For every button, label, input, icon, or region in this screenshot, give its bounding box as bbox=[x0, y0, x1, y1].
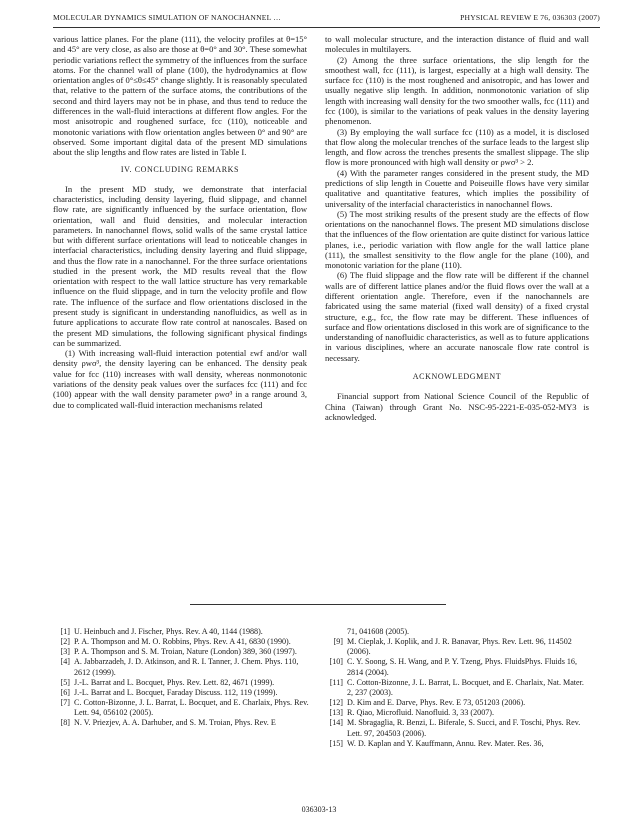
reference-text: U. Heinbuch and J. Fischer, Phys. Rev. A 40, 1144 (1988). bbox=[74, 627, 263, 636]
reference-text: W. D. Kaplan and Y. Kauffmann, Annu. Rev. Mater. Res. 36, bbox=[347, 738, 544, 748]
reference-number: [6] bbox=[60, 687, 70, 697]
reference-number: [9] bbox=[333, 637, 343, 647]
body-paragraph: (2) Among the three surface orientations, the slip length for the smoothest wall, fcc (111), is largest, especially at a high wall density. The surface fcc (110) is the most roughened and anisotropic, and has lower and usually negative slip length. In addition, nonmonotonic variation of slip length with increasing wall density for the two smoother walls, fcc (111) and fcc (100), is similar to the variations of peak values in the density layering phenomenon. bbox=[325, 54, 589, 127]
reference-item bbox=[323, 718, 589, 738]
reference-item bbox=[323, 637, 589, 657]
reference-text: M. Cieplak, J. Koplik, and J. R. Banavar, Phys. Rev. Lett. 96, 114502 (2006). bbox=[347, 637, 572, 657]
page-number: 036303-13 bbox=[301, 805, 337, 814]
reference-item bbox=[323, 739, 589, 749]
reference-number: [4] bbox=[60, 657, 70, 667]
header-title: MOLECULAR DYNAMICS SIMULATION OF NANOCHANNEL … bbox=[53, 13, 282, 22]
reference-number: [12] bbox=[329, 698, 343, 708]
body-paragraph: (5) The most striking results of the present study are the effects of flow orientations on the nanochannel flows. The present MD simulations disclose that the influences of the flow orientation are quite distinct for various lattice planes, i.e., periodic variation with flow angle for the wall lattice plane (111), the smallest sensitivity to the flow angle for the plane (100), and monotonic variation for the plane (110). bbox=[325, 208, 589, 271]
left-column bbox=[53, 34, 307, 410]
body-paragraph: to wall molecular structure, and the interaction distance of fluid and wall molecules in multilayers. bbox=[325, 34, 589, 55]
reference-number: [15] bbox=[329, 738, 343, 748]
reference-number bbox=[323, 627, 347, 637]
reference-item bbox=[50, 688, 312, 698]
body-paragraph: In the present MD study, we demonstrate that interfacial characteristics, including density layering, fluid slippage, and channel flow rate, are significantly influenced by the surface orientation, flow orientation, wall and fluid densities, and molecular interaction parameters. In nanochannel flows, solid walls of the same crystal lattice but with different surface orientations will lead to noticeable changes in interfacial characteristics, including density layering and fluid slippage, and thus the flow rate in a nanochannel. For the three surface orientations studied in the present work, the MD results reveal that the flow orientation with respect to the wall lattice structure has very remarkable influence on the fluid slippage, and in turn the velocity profile and flow rate. The influence of the surface and flow orientations disclosed in the present study is significant in understanding nanofluidics, as well as in future applications to accurate flow rate control at nanoscales. Based on the present MD simulations, the following significant physical findings can be summarized. bbox=[53, 183, 307, 348]
reference-item bbox=[50, 698, 312, 718]
header-rule bbox=[53, 27, 600, 28]
reference-text: P. A. Thompson and M. O. Robbins, Phys. Rev. A 41, 6830 (1990). bbox=[74, 637, 291, 647]
reference-text: M. Sbragaglia, R. Benzi, L. Biferale, S. Succi, and F. Toschi, Phys. Rev. Lett. 97, 204503 (2006). bbox=[347, 718, 581, 738]
reference-item bbox=[50, 678, 312, 688]
section-heading: IV. CONCLUDING REMARKS bbox=[120, 165, 240, 175]
reference-item bbox=[323, 698, 589, 708]
reference-text: C. Cotton-Bizonne, J. L. Barrat, L. Bocquet, and E. Charlaix, Nat. Mater. 2, 237 (2003). bbox=[347, 677, 584, 697]
reference-text: J.-L. Barrat and L. Bocquet, Faraday Discuss. 112, 119 (1999). bbox=[74, 687, 278, 697]
reference-number: [13] bbox=[329, 708, 343, 718]
reference-item bbox=[50, 627, 312, 637]
reference-text: P. A. Thompson and S. M. Troian, Nature (London) 389, 360 (1997). bbox=[74, 647, 297, 657]
references-rule bbox=[190, 604, 446, 605]
reference-number: [8] bbox=[60, 718, 70, 728]
reference-item bbox=[323, 627, 589, 637]
reference-item bbox=[323, 657, 589, 677]
reference-number: [14] bbox=[329, 718, 343, 728]
reference-text: C. Y. Soong, S. H. Wang, and P. Y. Tzeng, Phys. FluidsPhys. Fluids 16, 2814 (2004). bbox=[347, 657, 577, 677]
reference-number: [7] bbox=[60, 698, 70, 708]
reference-item bbox=[50, 637, 312, 647]
body-paragraph: (1) With increasing wall-fluid interaction potential εwf and/or wall density ρwσ³, the density layering can be enhanced. The density peak value for fcc (110) increases with wall density, whereas nonmonotonic variations of the density peak values over the surfaces fcc (111) and fcc (100) appear with the wall density parameter ρwσ³ in a range around 3, due to complicated wall-fluid interaction mechanisms related bbox=[53, 348, 307, 410]
reference-number: [2] bbox=[60, 637, 70, 647]
reference-item bbox=[323, 708, 589, 718]
acknowledgment-paragraph: Financial support from National Science Council of the Republic of China (Taiwan) through Grant No. NSC-95-2221-E-035-052-MY3 is acknowledged. bbox=[325, 391, 589, 422]
references-right bbox=[323, 627, 589, 749]
reference-number: [1] bbox=[60, 627, 70, 636]
reference-item bbox=[50, 657, 312, 677]
reference-item bbox=[50, 647, 312, 657]
reference-text: D. Kim and E. Darve, Phys. Rev. E 73, 051203 (2006). bbox=[347, 698, 526, 708]
body-paragraph: (3) By employing the wall surface fcc (110) as a model, it is disclosed that flow along the molecular trenches of the surface leads to the largest slip length, and flow across the trenches presents the smallest slippage. The slip flow is more pronounced with high wall density or ρwσ³ > 2. bbox=[325, 126, 589, 168]
body-paragraph: (4) With the parameter ranges considered in the present study, the MD predictions of slip length in Couette and Poiseuille flows have very similar qualitative and quantitative features, which implies the possibility of universality of the interfacial characteristics in nanochannel flows. bbox=[325, 167, 589, 209]
reference-number: [3] bbox=[60, 647, 70, 657]
reference-text: A. Jabbarzadeh, J. D. Atkinson, and R. I. Tanner, J. Chem. Phys. 110, 2612 (1999). bbox=[74, 657, 299, 677]
reference-number: [10] bbox=[329, 657, 343, 667]
body-paragraph: (6) The fluid slippage and the flow rate will be different if the channel walls are of different lattice planes and/or the fluid flows over the wall at a different orientation angle. Therefore, even if the nanochannels are fabricated using the same material (fixed wall density) of a fixed crystal structure, e.g., fcc, the flow rate may be different. These influences of surface and flow orientations disclosed in this work are of significance to the understanding of nanofluidic characteristics, as well as to future applications in various disciplines, where an accurate nanoscale flow rate control is necessary. bbox=[325, 270, 589, 363]
reference-text: N. V. Priezjev, A. A. Darhuber, and S. M. Troian, Phys. Rev. E bbox=[74, 718, 276, 728]
reference-item bbox=[323, 678, 589, 698]
reference-text: R. Qiao, Microfluid. Nanofluid. 3, 33 (2007). bbox=[347, 708, 495, 718]
reference-text: 71, 041608 (2005). bbox=[347, 627, 410, 636]
references-left bbox=[50, 627, 312, 729]
reference-item bbox=[50, 718, 312, 728]
acknowledgment-heading: ACKNOWLEDGMENT bbox=[412, 372, 502, 381]
reference-number: [11] bbox=[329, 677, 343, 687]
right-column bbox=[325, 34, 589, 422]
reference-number: [5] bbox=[60, 677, 70, 687]
reference-text: C. Cotton-Bizonne, J. L. Barrat, L. Bocquet, and E. Charlaix, Phys. Rev. Lett. 94, 056102 (2005). bbox=[74, 698, 309, 718]
running-header bbox=[53, 13, 600, 25]
header-journal: PHYSICAL REVIEW E 76, 036303 (2007) bbox=[460, 13, 600, 22]
body-paragraph: various lattice planes. For the plane (111), the velocity profiles at θ=15° and 45° are very close, as also are those at θ=0° and 30°. These somewhat periodic variations reflect the symmetry of the influences from the surface atoms. For the channel wall of plane (100), the hydrodynamics at flow orientation angles of 0°≤θ≤45° change slightly. It is reasonably speculated that, relative to the pattern of the surface atoms, the contributions of the second and third layers may not be in phase, and thus tend to reduce the differences in the wall-fluid interactions at different flow angles. For the most anisotropic and roughened surface, fcc (110), noticeable and monotonic variations with flow orientation angles between 0° and 90° are observed. Some important digital data of the present MD simulations about the slip lengths and flow rates are listed in Table I. bbox=[53, 34, 307, 158]
reference-text: J.-L. Barrat and L. Bocquet, Phys. Rev. Lett. 82, 4671 (1999). bbox=[74, 677, 275, 687]
